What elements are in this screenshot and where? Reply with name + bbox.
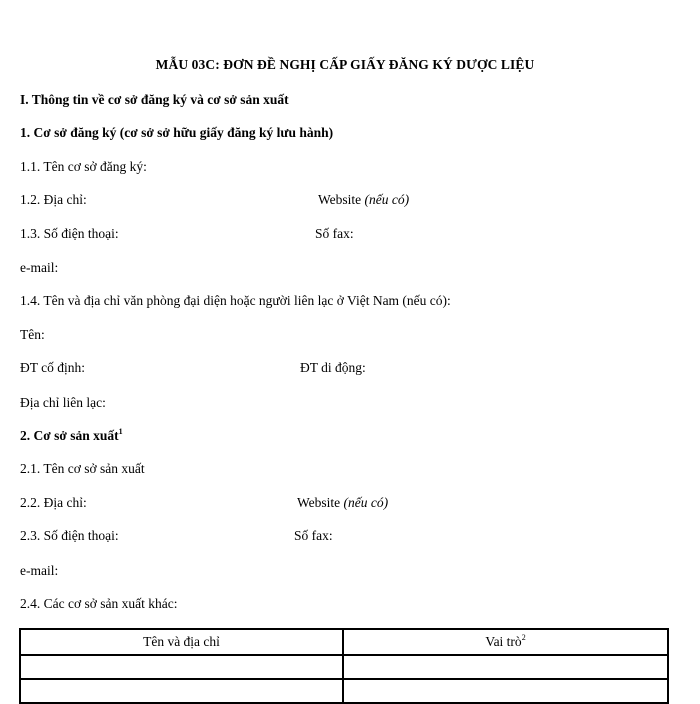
footnote-marker-2: 2	[521, 633, 526, 642]
field-landline-phone: ĐT cố định:	[20, 360, 85, 375]
table-cell-name-address[interactable]	[20, 655, 343, 679]
table-cell-role[interactable]	[343, 655, 668, 679]
website-optional-note: (nếu có)	[364, 192, 410, 207]
field-registrant-email: e-mail:	[20, 260, 59, 275]
role-header-text: Vai trò	[485, 634, 522, 649]
table-cell-name-address[interactable]	[20, 679, 343, 703]
subsection-heading-manufacturer	[20, 428, 123, 444]
field-manufacturer-address: 2.2. Địa chỉ:	[20, 495, 87, 510]
table-row	[20, 655, 668, 679]
field-registrant-name: 1.1. Tên cơ sở đăng ký:	[20, 159, 147, 174]
field-contact-address: Địa chỉ liên lạc:	[20, 395, 106, 410]
field-registrant-fax: Số fax:	[315, 226, 354, 241]
field-manufacturer-email: e-mail:	[20, 563, 59, 578]
website-optional-note: (nếu có)	[343, 495, 389, 510]
field-manufacturer-website	[297, 495, 388, 511]
column-header-name-address: Tên và địa chỉ	[20, 629, 343, 655]
table-cell-role[interactable]	[343, 679, 668, 703]
other-manufacturers-table	[19, 628, 669, 704]
section-heading-1: I. Thông tin về cơ sở đăng ký và cơ sở sản xuất	[20, 92, 289, 107]
website-label: Website	[318, 192, 362, 207]
table-header-row	[20, 629, 668, 655]
field-mobile-phone: ĐT di động:	[300, 360, 366, 375]
field-registrant-website	[318, 192, 409, 208]
column-header-role	[343, 629, 668, 655]
field-representative-name: Tên:	[20, 327, 45, 342]
field-representative-office: 1.4. Tên và địa chỉ văn phòng đại diện hoặc người liên lạc ở Việt Nam (nếu có):	[20, 293, 451, 308]
subsection-heading-registrant: 1. Cơ sở đăng ký (cơ sở sở hữu giấy đăng ký lưu hành)	[20, 125, 334, 140]
website-label: Website	[297, 495, 341, 510]
field-manufacturer-phone: 2.3. Số điện thoại:	[20, 528, 119, 543]
table-row	[20, 679, 668, 703]
field-registrant-phone: 1.3. Số điện thoại:	[20, 226, 119, 241]
form-title: MẪU 03C: ĐƠN ĐỀ NGHỊ CẤP GIẤY ĐĂNG KÝ DƯỢC LIỆU	[155, 57, 535, 72]
field-manufacturer-name: 2.1. Tên cơ sở sản xuất	[20, 461, 145, 476]
footnote-marker-1: 1	[118, 427, 123, 436]
field-other-manufacturers: 2.4. Các cơ sở sản xuất khác:	[20, 596, 178, 611]
manufacturer-heading-text: 2. Cơ sở sản xuất	[20, 428, 119, 443]
field-manufacturer-fax: Số fax:	[294, 528, 333, 543]
field-registrant-address: 1.2. Địa chỉ:	[20, 192, 87, 207]
